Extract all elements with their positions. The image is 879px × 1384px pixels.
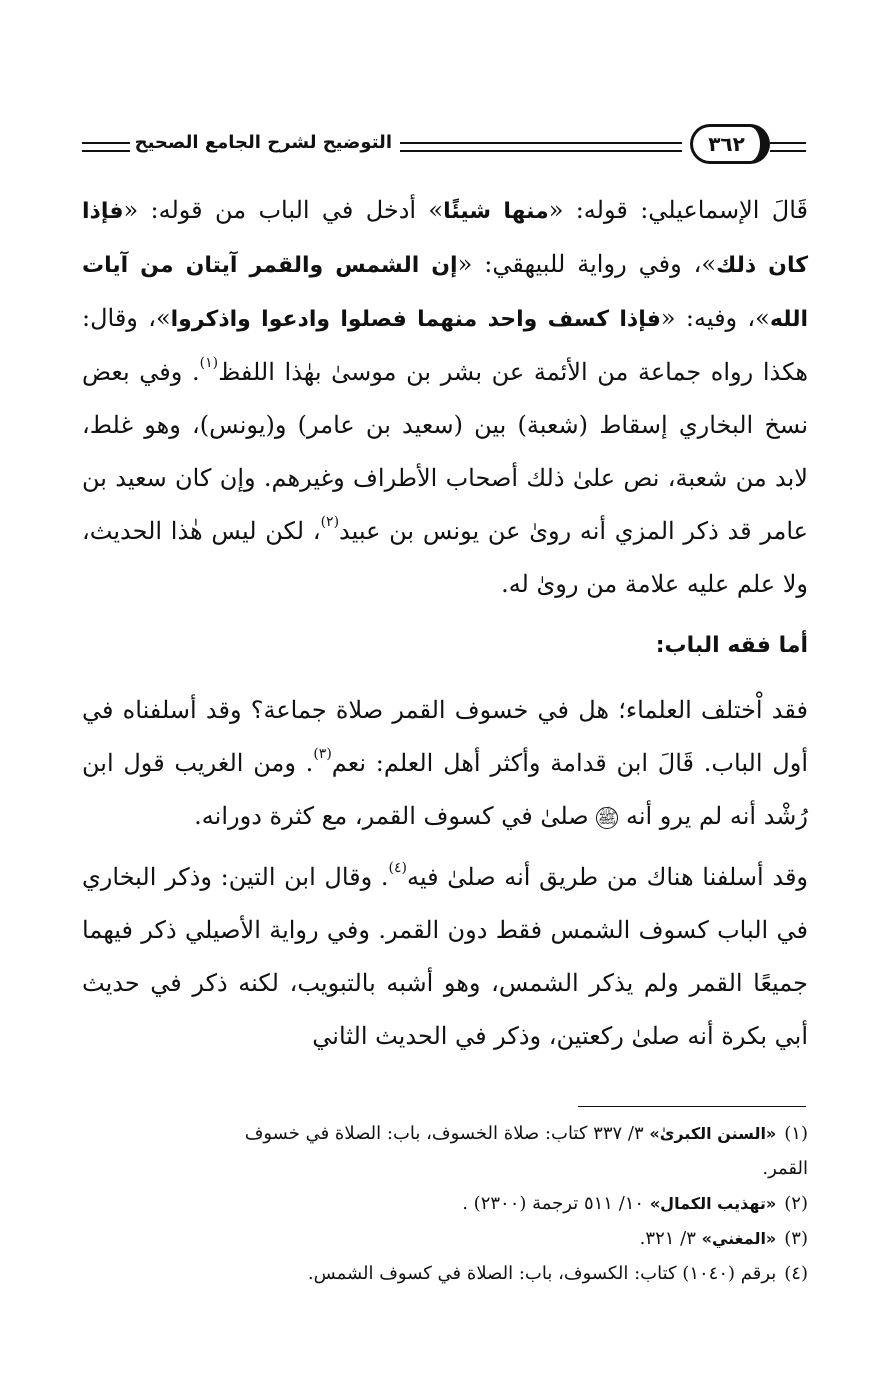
text-run: قَالَ الإسماعيلي: قوله: « [548, 196, 808, 224]
footnote-text: ٣/ ٣٣٧ كتاب: صلاة الخسوف، باب: الصلاة في خسوف [244, 1123, 650, 1144]
page-number-badge [690, 124, 770, 164]
text-run: » أدخل في الباب من قوله: « [123, 196, 444, 224]
paragraph-3 [82, 851, 808, 1063]
text-run: فقد اْختلف العلماء؛ هل في خسوف القمر صلاة جماعة؟ وقد أسلفناه في أول الباب. قَالَ ابن قدامة وأكثر أهل العلم: نعم [82, 696, 808, 777]
book-title: التوضيح لشرح الجامع الصحيح [134, 132, 392, 153]
footnote-3 [86, 1221, 808, 1256]
footnote-1-continuation: القمر. [762, 1158, 808, 1179]
main-text [82, 184, 808, 1063]
header-rule-left [82, 142, 130, 152]
footnote-4 [86, 1256, 808, 1291]
running-header [72, 118, 814, 170]
header-rule-middle [400, 142, 682, 152]
section-heading: أما فقه الباب: [655, 633, 808, 658]
text-run: . ومن الغريب قول ابن رُشْد أنه لم يرو أنه [82, 749, 808, 830]
paragraph-2 [82, 684, 808, 843]
footnote-ref: (٣) [313, 746, 332, 762]
footnote-source-title: «السنن الكبرىٰ» [649, 1124, 777, 1143]
footnote-text: برقم (١٠٤٠) كتاب: الكسوف، باب: الصلاة في كسوف الشمس. [307, 1263, 777, 1284]
footnote-ref: (٤) [388, 860, 408, 876]
footnote-1 [86, 1116, 808, 1151]
footnote-number: (٣) [784, 1228, 808, 1249]
footnote-ref: (٢) [320, 514, 340, 530]
salutation-symbol: ﷺ [597, 807, 617, 827]
text-run: وقد أسلفنا هناك من طريق أنه صلىٰ فيه [407, 863, 809, 891]
footnotes [86, 1116, 808, 1291]
footnote-source-title: «المغني» [701, 1229, 777, 1248]
quoted-text: فإذا كان ذلك [82, 199, 809, 278]
text-run: . وقال ابن التين: وذكر البخاري في الباب كسوف الشمس فقط دون القمر. وفي رواية الأصيلي ذكر فيهما جميعًا القمر ولم يذكر الشمس، وهو أشبه بالتبويب، لكنه ذكر في حديث أبي بكرة أنه صلىٰ ركعتين، وذكر في الحديث الثاني [82, 863, 808, 1050]
footnote-text: ٣/ ٣٢١. [639, 1228, 702, 1249]
header-rule-right [770, 142, 806, 152]
footnote-2 [86, 1186, 808, 1221]
quoted-text: إن الشمس والقمر آيتان من آيات الله [82, 253, 808, 332]
paragraph-1 [82, 184, 808, 611]
footnote-text: ١٠/ ٥١١ ترجمة (٢٣٠٠) . [462, 1193, 650, 1214]
footnote-source-title: «تهذيب الكمال» [649, 1194, 777, 1213]
footnote-number: (١) [784, 1123, 808, 1144]
text-run: »، وفيه: « [660, 304, 770, 332]
quoted-text: فإذا كسف واحد منهما فصلوا وادعوا واذكروا [170, 307, 661, 332]
text-run: . وفي بعض نسخ البخاري إسقاط (شعبة) بين (سعيد بن عامر) و(يونس)، وهو غلط، لابد من شعبة، نص علىٰ ذلك أصحاب الأطراف وغيرهم. وإن كان سعيد بن عامر قد ذكر المزي أنه روىٰ عن يونس بن عبيد [82, 358, 808, 545]
text-run: ، لكن ليس هٰذا الحديث، ولا علم عليه علامة من روىٰ له. [82, 517, 808, 598]
footnote-ref: (١) [199, 355, 219, 371]
text-run: »، وفي رواية للبيهقي: « [457, 250, 717, 278]
quoted-text: منها شيئًا [443, 199, 549, 224]
footnote-number: (٤) [784, 1263, 808, 1284]
text-run: »، وقال: هكذا رواه جماعة من الأئمة عن بشر بن موسىٰ بهٰذا اللفظ [82, 304, 808, 386]
footnote-number: (٢) [784, 1193, 808, 1214]
page-number: ٣٦٢ [708, 132, 745, 156]
text-run: صلىٰ في كسوف القمر، مع كثرة دورانه. [194, 802, 589, 830]
footnote-separator [578, 1106, 806, 1107]
